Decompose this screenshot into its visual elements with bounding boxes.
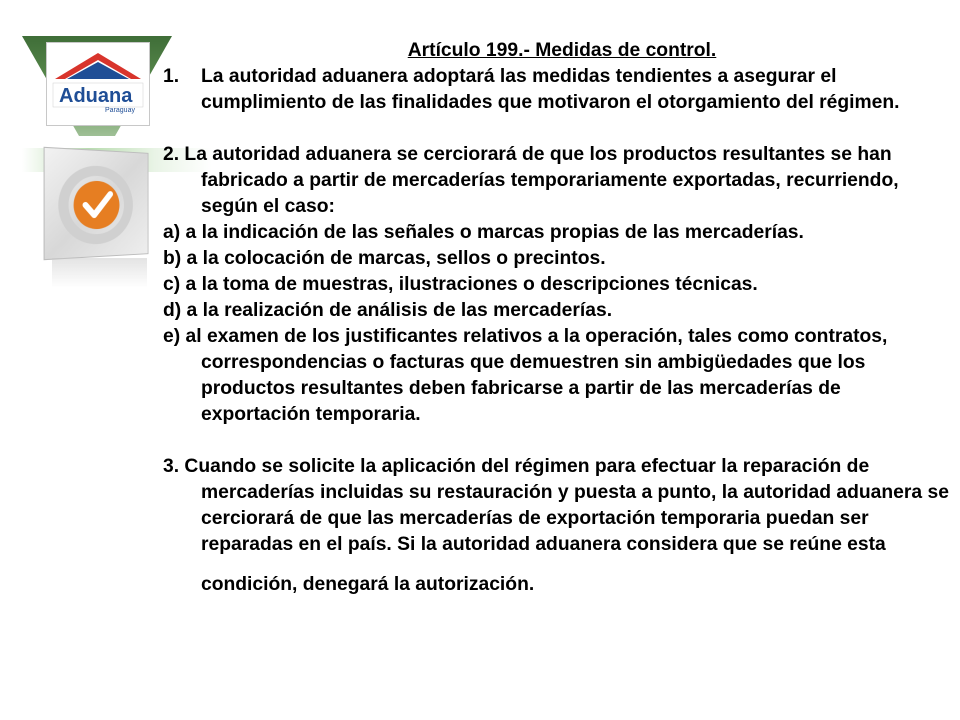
iso-badge	[44, 150, 154, 280]
sub-item-e: e) al examen de los justificantes relativos a la operación, tales como contratos, correspondencias o facturas que demuestren sin ambigüedades que los productos resultantes deben fabricarse a partir de las mercaderías de exportación temporaria.	[163, 326, 888, 425]
item-1-text: La autoridad aduanera adoptará las medidas tendientes a asegurar el cumplimiento de las finalidades que motivaron el otorgamiento del régimen.	[201, 66, 900, 113]
article-content	[163, 38, 953, 598]
item-3: 3. Cuando se solicite la aplicación del régimen para efectuar la reparación de mercaderías incluidas su restauración y puesta a punto, la autoridad aduanera se cerciorará de que las mercaderías de exportación temporaria puedan ser reparadas en el país. Si la autoridad aduanera considera que se reúne esta	[163, 456, 949, 555]
item-1-number: 1.	[163, 66, 180, 87]
iso-badge-reflection	[52, 258, 147, 288]
iso-badge-card	[44, 147, 149, 260]
iso-certification-badge-icon	[45, 148, 148, 259]
aduana-logo	[22, 36, 172, 138]
logo-subtext: Paraguay	[105, 107, 135, 114]
logo-text: Aduana	[59, 85, 133, 107]
sub-item-d: d) a la realización de análisis de las mercaderías.	[163, 300, 613, 321]
item-3-continuation: condición, denegará la autorización.	[201, 574, 535, 595]
item-2: 2. La autoridad aduanera se cerciorará de que los productos resultantes se han fabricado a partir de mercaderías temporariamente exportadas, recurriendo, según el caso:	[163, 144, 899, 217]
sub-item-b: b) a la colocación de marcas, sellos o precintos.	[163, 248, 606, 269]
sub-item-c: c) a la toma de muestras, ilustraciones o descripciones técnicas.	[163, 274, 758, 295]
sub-item-a: a) a la indicación de las señales o marcas propias de las mercaderías.	[163, 222, 804, 243]
article-title: Artículo 199.- Medidas de control.	[407, 40, 717, 61]
item-1	[163, 64, 953, 116]
logo-card	[46, 42, 150, 126]
spacer	[163, 116, 953, 142]
spacer	[163, 428, 953, 454]
